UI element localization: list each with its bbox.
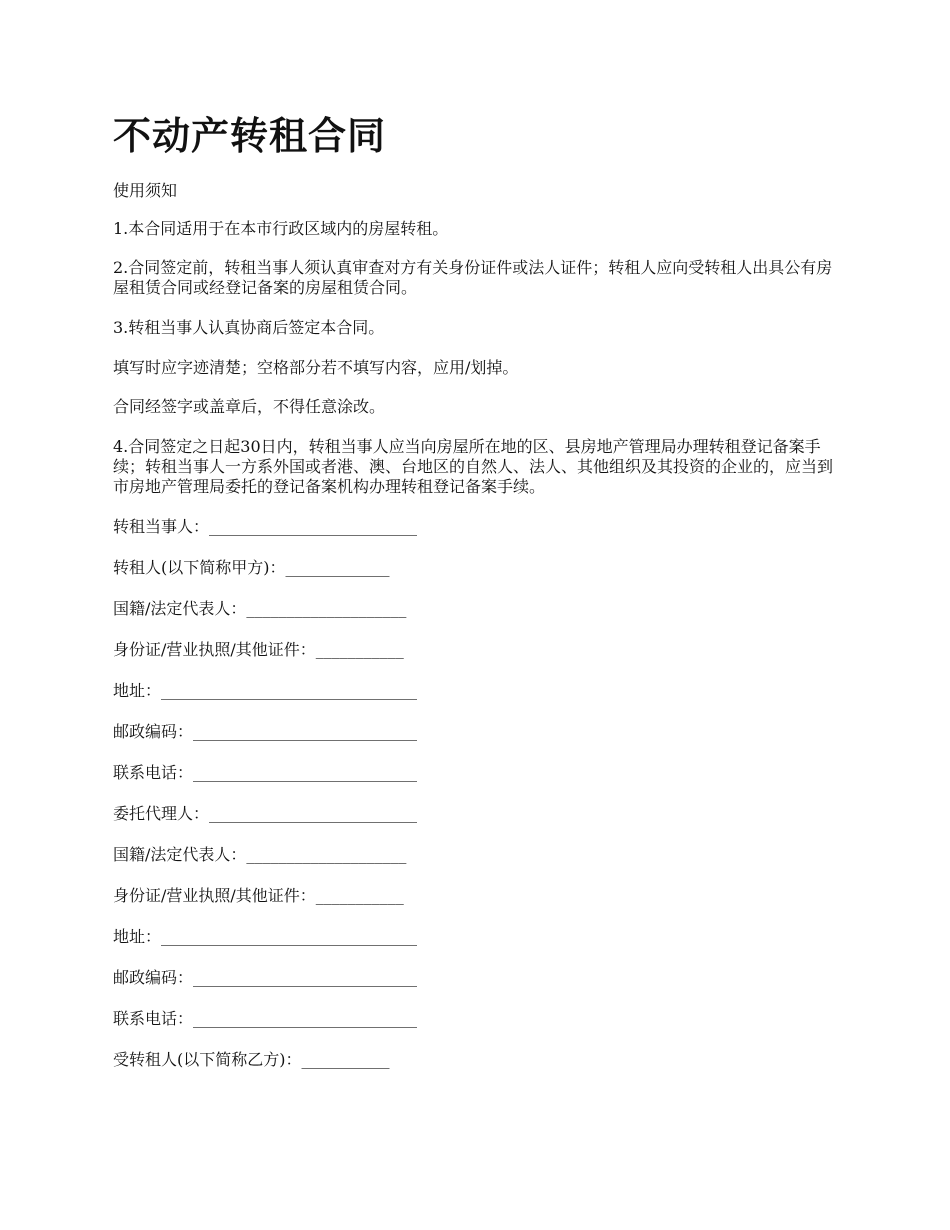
field-agent-phone: 联系电话：____________________________ xyxy=(113,1009,418,1028)
party-fields xyxy=(113,517,841,1070)
notice-item-3: 3.转租当事人认真协商后签定本合同。 xyxy=(113,318,385,337)
notice-item-4: 4.合同签定之日起30日内，转租当事人应当向房屋所在地的区、县房地产管理局办理转租登记备案手续；转租当事人一方系外国或者港、澳、台地区的自然人、法人、其他组织及其投资的企业的，应当到市房地产管理局委托的登记备案机构办理转租登记备案手续。 xyxy=(113,437,834,496)
notice-item-2: 2.合同签定前，转租当事人须认真审查对方有关身份证件或法人证件；转租人应向受转租人出具公有房屋租赁合同或经登记备案的房屋租赁合同。 xyxy=(113,258,833,297)
document-page xyxy=(113,112,841,1091)
field-party-a-id: 身份证/营业执照/其他证件：___________ xyxy=(113,640,404,659)
notice-fill-instruction: 填写时应字迹清楚；空格部分若不填写内容，应用/划掉。 xyxy=(113,358,519,377)
notice-no-alteration: 合同经签字或盖章后，不得任意涂改。 xyxy=(113,397,386,416)
field-agent-id: 身份证/营业执照/其他证件：___________ xyxy=(113,886,404,905)
field-party-a-postcode: 邮政编码：____________________________ xyxy=(113,722,418,741)
field-agent: 委托代理人：__________________________ xyxy=(113,804,418,823)
field-agent-address: 地址：________________________________ xyxy=(113,927,418,946)
field-party-a-phone: 联系电话：____________________________ xyxy=(113,763,418,782)
notice-heading: 使用须知 xyxy=(113,181,178,200)
field-agent-nationality: 国籍/法定代表人：____________________ xyxy=(113,845,407,864)
field-party-a-address: 地址：________________________________ xyxy=(113,681,418,700)
field-agent-postcode: 邮政编码：____________________________ xyxy=(113,968,418,987)
notice-item-1: 1.本合同适用于在本市行政区域内的房屋转租。 xyxy=(113,219,449,238)
field-party-b-sublessee: 受转租人(以下简称乙方)：___________ xyxy=(113,1050,390,1069)
document-title: 不动产转租合同 xyxy=(113,113,387,158)
field-party-a-sublessor: 转租人(以下简称甲方)：_____________ xyxy=(113,558,390,577)
field-sublease-parties: 转租当事人：__________________________ xyxy=(113,517,418,536)
field-party-a-nationality: 国籍/法定代表人：____________________ xyxy=(113,599,407,618)
